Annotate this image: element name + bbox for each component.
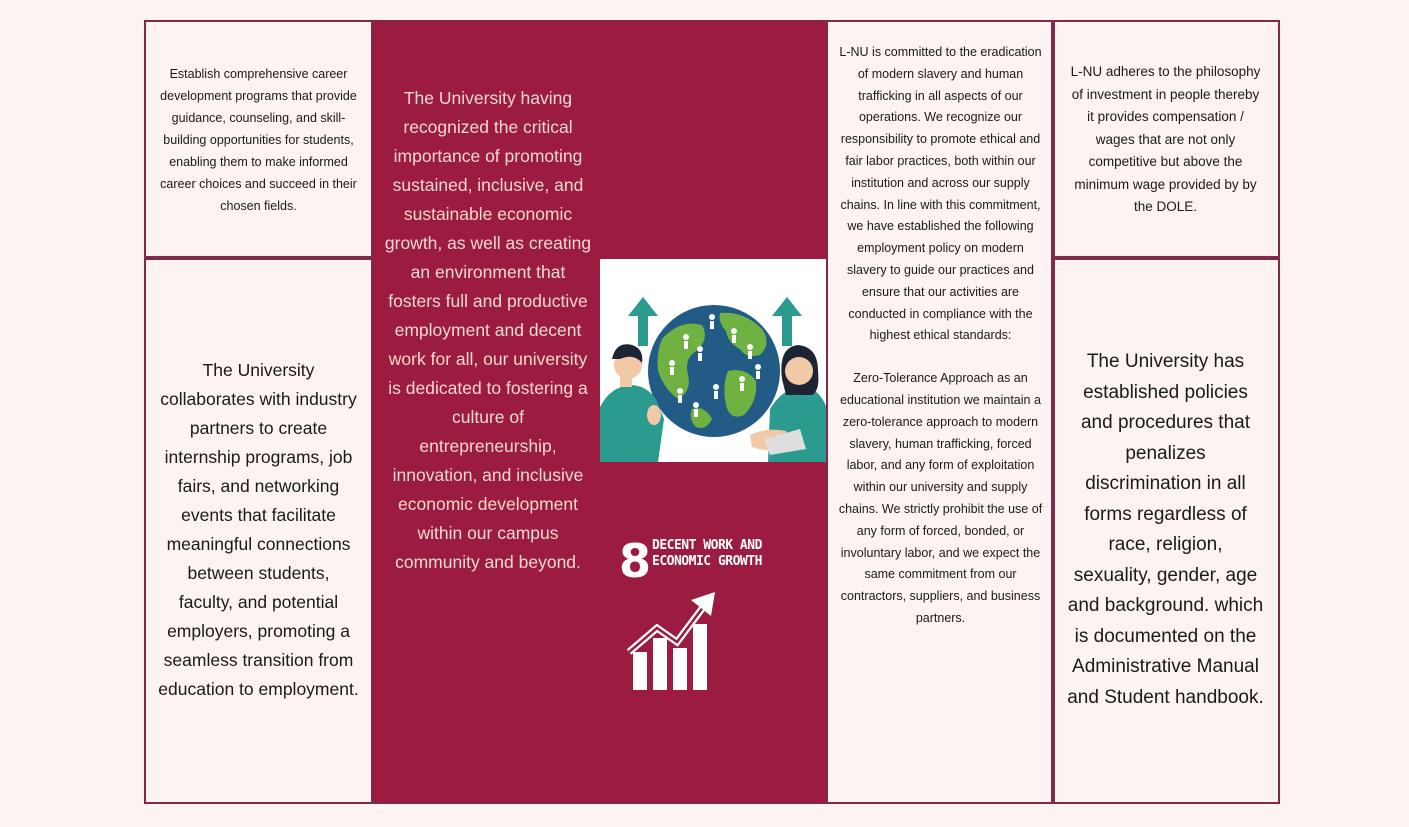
people-holding-globe-illustration	[600, 259, 827, 462]
economic-growth-statement: The University having recognized the critical importance of promoting sustained, inclusive, and sustainable economic growth, as well as creating an environment that fosters full and productive employment and decent work for all, our university is dedicated to fostering a culture of entrepreneurship, innovation, and inclusive economic development within our campus community and beyond.	[384, 88, 592, 572]
sdg-number: 8	[619, 534, 652, 588]
anti-discrimination-panel	[1051, 256, 1280, 804]
modern-slavery-policy-panel	[826, 20, 1055, 804]
compensation-text: L-NU adheres to the philosophy of investment in people thereby it provides compensation / wages that are not only competitive but above the minimum wage provided by by the DOLE.	[1070, 64, 1261, 215]
industry-partners-text: The University collaborates with industry partners to create internship programs, job fairs, and networking events that facilitate meaningful connections between students, faculty, and potential employers, promoting a seamless transition from education to employment.	[158, 360, 359, 699]
career-development-panel	[144, 20, 373, 260]
career-development-text: Establish comprehensive career development programs that provide guidance, counseling, and skill-building opportunities for students, enabling them to make informed career choices and succeed in their chosen fields.	[160, 67, 357, 213]
industry-partners-panel	[144, 256, 373, 804]
compensation-panel	[1051, 20, 1280, 260]
anti-discrimination-text: The University has established policies and procedures that penalizes discrimination in all forms regardless of race, religion, sexuality, gender, age and background. which is documented on the Administrative Manual and Student handbook.	[1067, 351, 1264, 708]
sdg-title-line2: ECONOMIC GROWTH	[652, 554, 762, 569]
growth-chart-arrow-icon	[627, 590, 719, 692]
sdg-title	[652, 538, 762, 570]
center-maroon-panel	[371, 20, 828, 804]
modern-slavery-commitment-text: L-NU is committed to the eradication of modern slavery and human trafficking in all aspects of our operations. We recognize our responsibility to promote ethical and fair labor practices, both within our institution and across our supply chains. In line with this commitment, we have established the following employment policy on modern slavery to guide our practices and ensure that our activities are conducted in compliance with the highest ethical standards:	[839, 45, 1042, 343]
zero-tolerance-text: Zero-Tolerance Approach as an educational institution we maintain a zero-tolerance approach to modern slavery, human trafficking, forced labor, and any form of exploitation within our university and supply chains. We strictly prohibit the use of any form of forced, bonded, or involuntary labor, and we expect the same commitment from our contractors, suppliers, and business partners.	[838, 371, 1043, 625]
sdg8-board	[144, 20, 1280, 804]
sdg-title-line1: DECENT WORK AND	[652, 538, 762, 553]
